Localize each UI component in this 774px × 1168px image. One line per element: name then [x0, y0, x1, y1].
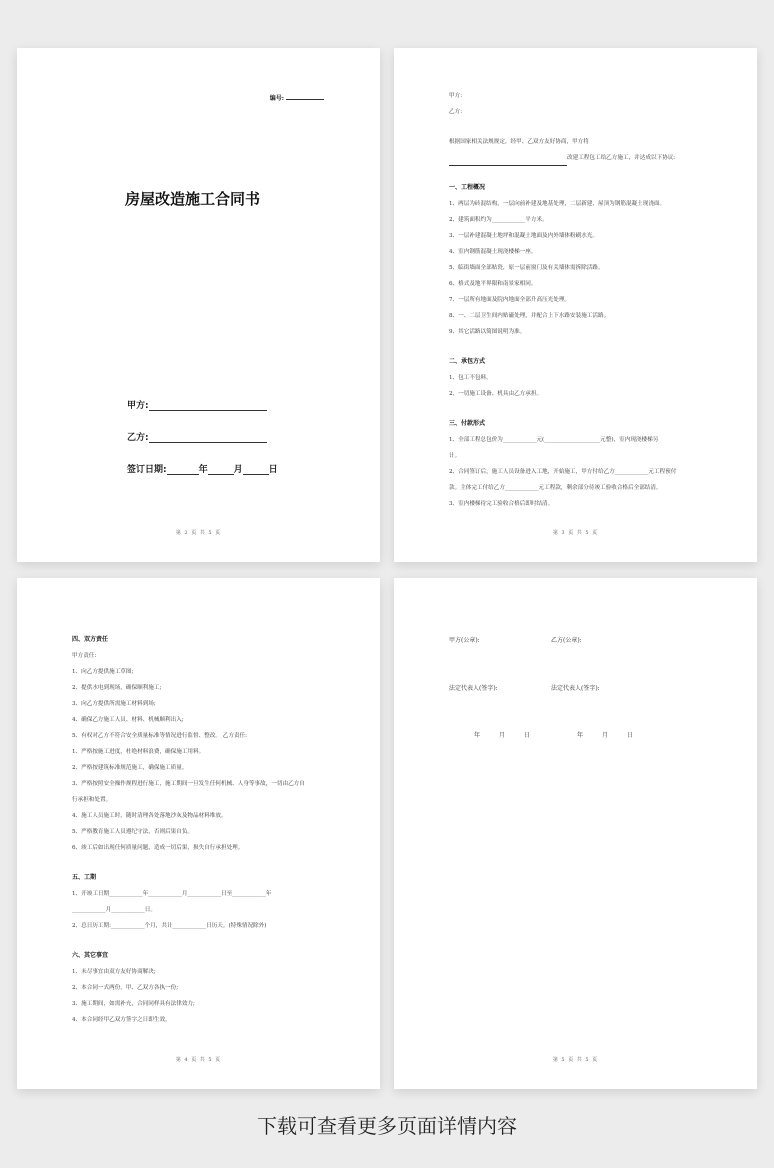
list-item: 3、施工期间，如需补充，合同同样具有法律效力; [72, 1001, 195, 1007]
list-item: 7、一层所有地面及院内地面全部升高压光处理。 [449, 297, 571, 303]
list-item: 4、确保乙方施工人员、材料、机械顺利出入; [72, 717, 184, 723]
party-b-year-label: 年 [577, 732, 584, 739]
section-5-title: 五、工期 [72, 874, 97, 881]
party-a-field [127, 398, 267, 411]
list-item: 5、严格教育施工人员遵纪守法，否则后果自负。 [72, 829, 194, 835]
list-item: 4、施工人员施工时，随时清理各处落地沙灰及物品材料堆放。 [72, 813, 227, 819]
page-footer: 第 2 页 共 5 页 [175, 530, 222, 536]
list-item: 款。主体完工付给乙方____________元工程款，剩余部分待竣工验收合格后全部结清。 [449, 485, 662, 491]
section-4-title: 四、双方责任 [72, 636, 109, 643]
party-b-field [127, 430, 267, 443]
section-3-title: 三、付款形式 [449, 420, 486, 427]
page-2-body [449, 88, 717, 512]
page-footer: 第 5 页 共 5 页 [552, 1057, 599, 1063]
day-blank-line [243, 474, 269, 475]
section-2-title: 二、承包方式 [449, 358, 486, 365]
party-b-day-label: 日 [627, 732, 634, 739]
page-3-body [72, 632, 340, 1028]
sign-date-field [127, 462, 278, 475]
party-b-month-label: 月 [602, 732, 609, 739]
intro-line-2 [449, 150, 717, 166]
contract-cover-page [17, 48, 380, 562]
year-blank-line [167, 474, 199, 475]
contract-page-4 [394, 578, 757, 1089]
list-item: 甲方责任: [72, 653, 97, 659]
serial-number-field [270, 93, 324, 102]
list-item: 6、竣工后如出现任何质量问题，造成一切后果，损失自行承担处理。 [72, 845, 244, 851]
party-a-month-label: 月 [499, 732, 506, 739]
intro-blank-line [449, 159, 567, 166]
party-b-label: 乙方: [127, 433, 149, 443]
section-1-title: 一、工程概况 [449, 184, 486, 191]
intro-text: 改建工程包工给乙方施工，并达成以下协议: [567, 155, 676, 161]
list-item: 6、格式及地平界限和南景家相同。 [449, 281, 537, 287]
party-b-blank-line [149, 442, 267, 443]
list-item: 4、室内钢筋混凝土现浇楼梯一座。 [449, 249, 537, 255]
party-a-blank-line [149, 410, 267, 411]
party-b-rep-label: 法定代表人(签字): [551, 685, 600, 692]
list-item: ____________月____________日。 [72, 907, 156, 913]
list-item: 1、全部工程总包价为____________元(____________________元整)，室内现浇楼梯另 [449, 437, 659, 443]
list-item: 5、有权对乙方不符合安全质量标准等情况进行监督、整改。 乙方责任: [72, 733, 248, 739]
contract-page-2 [394, 48, 757, 562]
list-item: 2、建筑面积约为____________平方米。 [449, 217, 548, 223]
page-footer: 第 3 页 共 5 页 [552, 530, 599, 536]
month-label: 月 [233, 465, 243, 475]
list-item: 1、向乙方提供施工草图; [72, 669, 134, 675]
list-item: 1、严格按施工进度，杜绝材料浪费，确保施工用料。 [72, 749, 205, 755]
list-item: 3、一层补建混凝土地坪和混凝土地面及内外墙体粉刷水光。 [449, 233, 598, 239]
list-item: 2、提供水电到现场，确保顺利施工; [72, 685, 162, 691]
party-a-seal-label: 甲方(公章): [449, 637, 480, 644]
party-a-line: 甲方: [449, 93, 463, 99]
party-a-label: 甲方: [127, 401, 149, 411]
list-item: 2、本合同一式两份，甲、乙双方各执一份; [72, 985, 179, 991]
party-b-line: 乙方: [449, 109, 463, 115]
intro-line-1: 根据国家相关法规规定，经甲、乙双方友好协商，甲方将 [449, 139, 589, 145]
month-blank-line [208, 474, 234, 475]
list-item: 8、一、二层卫生间内贴磁处理，并配合上下水路安装施工活路。 [449, 313, 610, 319]
list-item: 计。 [449, 453, 461, 459]
party-a-day-label: 日 [524, 732, 531, 739]
list-item: 9、其它活路以简图说明为准。 [449, 329, 526, 335]
list-item: 4、本合同经甲乙双方签字之日即生效。 [72, 1017, 171, 1023]
list-item: 2、合同签订后，施工人员设备进入工地，开始施工，甲方付给乙方____________元工程预付 [449, 469, 677, 475]
list-item: 2、一切施工设备、机具由乙方承担。 [449, 391, 543, 397]
list-item: 2、总日历工期:____________个月，共计____________日历天。(特殊情况除外) [72, 923, 267, 929]
contract-title: 房屋改造施工合同书 [125, 190, 261, 208]
year-label: 年 [198, 465, 208, 475]
list-item: 1、未尽事宜由双方友好协商解决; [72, 969, 156, 975]
list-item: 5、临街墙面全部贴瓷，原一层前窗门及有关墙体需拆除活路。 [449, 265, 604, 271]
list-item: 3、室内楼梯待完工验收合格后即时结清。 [449, 501, 554, 507]
party-b-seal-label: 乙方(公章): [551, 637, 582, 644]
list-item: 3、严格按照安全操作规程进行施工，施工期间一旦发生任何机械、人身等事故，一切由乙方自 [72, 781, 305, 787]
list-item: 1、两层为砖混结构，一层向前补建及地基处理，二层新建，屋顶为钢筋混凝土现浇面。 [449, 201, 666, 207]
list-item: 1、包工不包料。 [449, 375, 492, 381]
serial-blank-line [286, 99, 324, 100]
page-footer: 第 4 页 共 5 页 [175, 1057, 222, 1063]
sign-date-label: 签订日期: [127, 465, 167, 475]
list-item: 3、向乙方提供所需施工材料到场; [72, 701, 156, 707]
day-label: 日 [268, 465, 278, 475]
party-a-year-label: 年 [474, 732, 481, 739]
section-6-title: 六、其它事宜 [72, 952, 109, 959]
list-item: 1、开竣工日期____________年____________月____________日至____________年 [72, 891, 272, 897]
serial-label: 编号: [269, 95, 284, 102]
party-a-rep-label: 法定代表人(签字): [449, 685, 498, 692]
download-caption: 下载可查看更多页面详情内容 [257, 1114, 517, 1138]
list-item: 2、严格按建筑标准规范施工，确保施工质量。 [72, 765, 188, 771]
list-item: 行承担和处置。 [72, 797, 112, 803]
contract-page-3 [17, 578, 380, 1089]
